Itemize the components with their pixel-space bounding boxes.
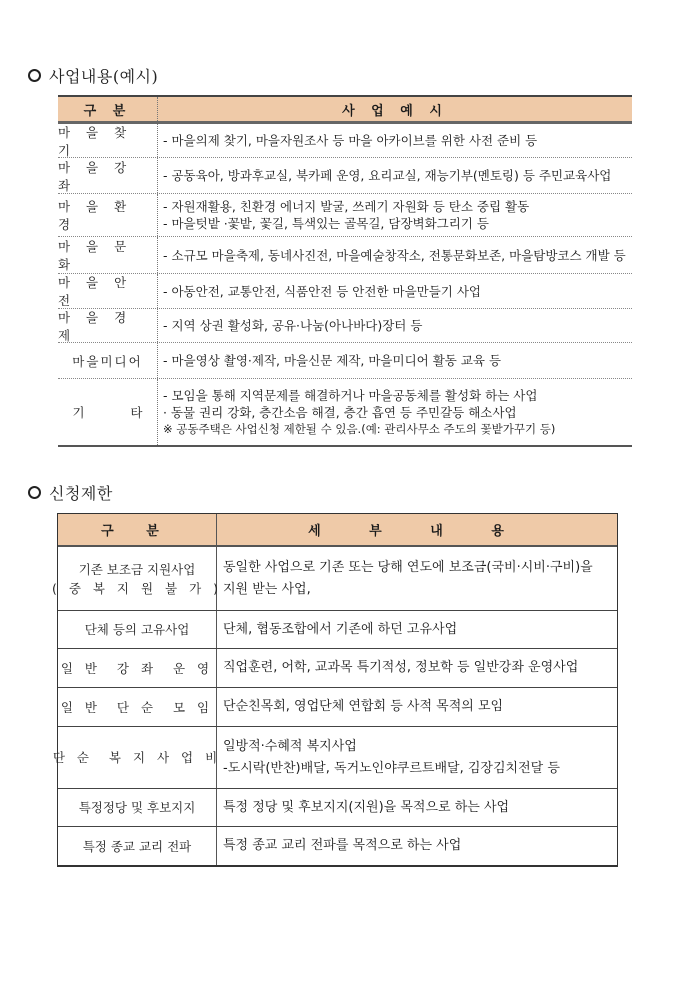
row-text: 일방적·수혜적 복지사업 — [223, 738, 357, 754]
header-category: 구 분 — [58, 97, 158, 121]
row-text: 특정 정당 및 후보지지(지원)을 목적으로 하는 사업 — [223, 799, 510, 815]
row-text: - 공동육아, 방과후교실, 북카페 운영, 요리교실, 재능기부(멘토링) 등 주민교육사업 — [163, 168, 612, 183]
circle-bullet-icon — [28, 69, 41, 82]
table-row — [58, 789, 617, 827]
restrictions-table — [51, 513, 618, 867]
row-category: 마을미디어 — [58, 343, 158, 378]
row-text: - 모임을 통해 지역문제를 해결하거나 마을공동체를 활성화 하는 사업 — [163, 387, 538, 403]
header-details: 세 부 내 용 — [308, 524, 526, 539]
table-row — [58, 237, 632, 274]
row-category: 마 을 문 화 — [58, 237, 158, 273]
row-text: - 마을의제 찾기, 마을자원조사 등 마을 아카이브를 위한 사전 준비 등 — [163, 133, 538, 148]
row-text: 동일한 사업으로 기존 또는 당해 연도에 보조금(국비·시비·구비)을 — [223, 559, 593, 575]
row-category: 일 반 강 좌 운 영 — [60, 660, 214, 676]
row-category-left: 기 — [72, 405, 85, 420]
business-examples-table — [58, 95, 632, 447]
table-row — [58, 309, 632, 343]
row-category: 마 을 안 전 — [58, 274, 158, 308]
row-category: 특정정당 및 후보지지 — [78, 800, 196, 815]
row-text: 특정 종교 교리 전파를 목적으로 하는 사업 — [223, 838, 462, 853]
table-row — [58, 274, 632, 309]
row-text: - 소규모 마을축제, 동네사진전, 마을예술창작소, 전통문화보존, 마을탐방코스 개발 등 — [163, 247, 626, 263]
row-category: 마 을 찾 기 — [58, 124, 158, 157]
circle-bullet-icon — [28, 486, 41, 499]
table-row — [58, 688, 617, 727]
row-category-right: 타 — [130, 405, 143, 420]
table-row — [58, 343, 632, 379]
row-text: 직업훈련, 어학, 교과목 특기적성, 정보학 등 일반강좌 운영사업 — [223, 660, 579, 675]
table-row — [58, 827, 617, 865]
row-text: - 마을텃밭 ·꽃밭, 꽃길, 특색있는 골목길, 담장벽화그리기 등 — [163, 216, 489, 231]
row-category: 단체 등의 고유사업 — [84, 622, 190, 637]
row-text: - 자원재활용, 친환경 에너지 발굴, 쓰레기 자원화 등 탄소 중립 활동 — [163, 199, 530, 214]
row-text: - 지역 상권 활성화, 공유·나눔(아나바다)장터 등 — [163, 318, 423, 333]
table-row — [58, 611, 617, 649]
row-text: · 동물 권리 강화, 층간소음 해결, 층간 흡연 등 주민갈등 해소사업 — [163, 404, 517, 420]
row-text: - 아동안전, 교통안전, 식품안전 등 안전한 마을만들기 사업 — [163, 283, 481, 299]
table-row — [52, 727, 617, 789]
table-header — [58, 95, 632, 124]
table-header — [58, 514, 617, 547]
row-category-sub: ( 중 복 지 원 불 가 ) — [51, 580, 223, 596]
row-text: - 마을영상 촬영·제작, 마을신문 제작, 마을미디어 활동 교육 등 — [163, 353, 502, 368]
table-row — [58, 158, 632, 194]
row-note: ※ 공동주택은 사업신청 제한될 수 있음.(예: 관리사무소 주도의 꽃밭가꾸기 등) — [163, 421, 556, 436]
table-row — [58, 194, 632, 237]
table-row — [51, 547, 617, 611]
table-row — [58, 649, 617, 688]
table-row — [58, 124, 632, 158]
header-category: 구 분 — [58, 514, 217, 545]
row-text: 지원 받는 사업, — [223, 581, 311, 597]
section-title-business-content — [28, 64, 158, 87]
row-category: 마 을 강 좌 — [58, 158, 158, 193]
row-category: 기존 보조금 지원사업 — [78, 561, 196, 577]
row-text: 단순친목회, 영업단체 연합회 등 사적 목적의 모임 — [223, 699, 504, 714]
row-category: 마 을 환 경 — [58, 194, 158, 236]
table-row — [58, 379, 632, 447]
row-category: 일 반 단 순 모 임 — [60, 699, 214, 715]
header-examples: 사 업 예 시 — [342, 103, 448, 119]
section-title-text: 신청제한 — [49, 484, 113, 503]
section-title-restrictions — [28, 481, 113, 504]
row-category — [58, 379, 158, 445]
row-text: 단체, 협동조합에서 기존에 하던 고유사업 — [223, 621, 458, 637]
row-category: 단 순 복 지 사 업 비 — [52, 750, 222, 765]
row-text: -도시락(반찬)배달, 독거노인야쿠르트배달, 김장김치전달 등 — [223, 760, 560, 776]
row-category: 특정 종교 교리 전파 — [82, 838, 192, 854]
section-title-text: 사업내용(예시) — [49, 67, 159, 86]
row-category: 마 을 경 제 — [58, 309, 158, 342]
